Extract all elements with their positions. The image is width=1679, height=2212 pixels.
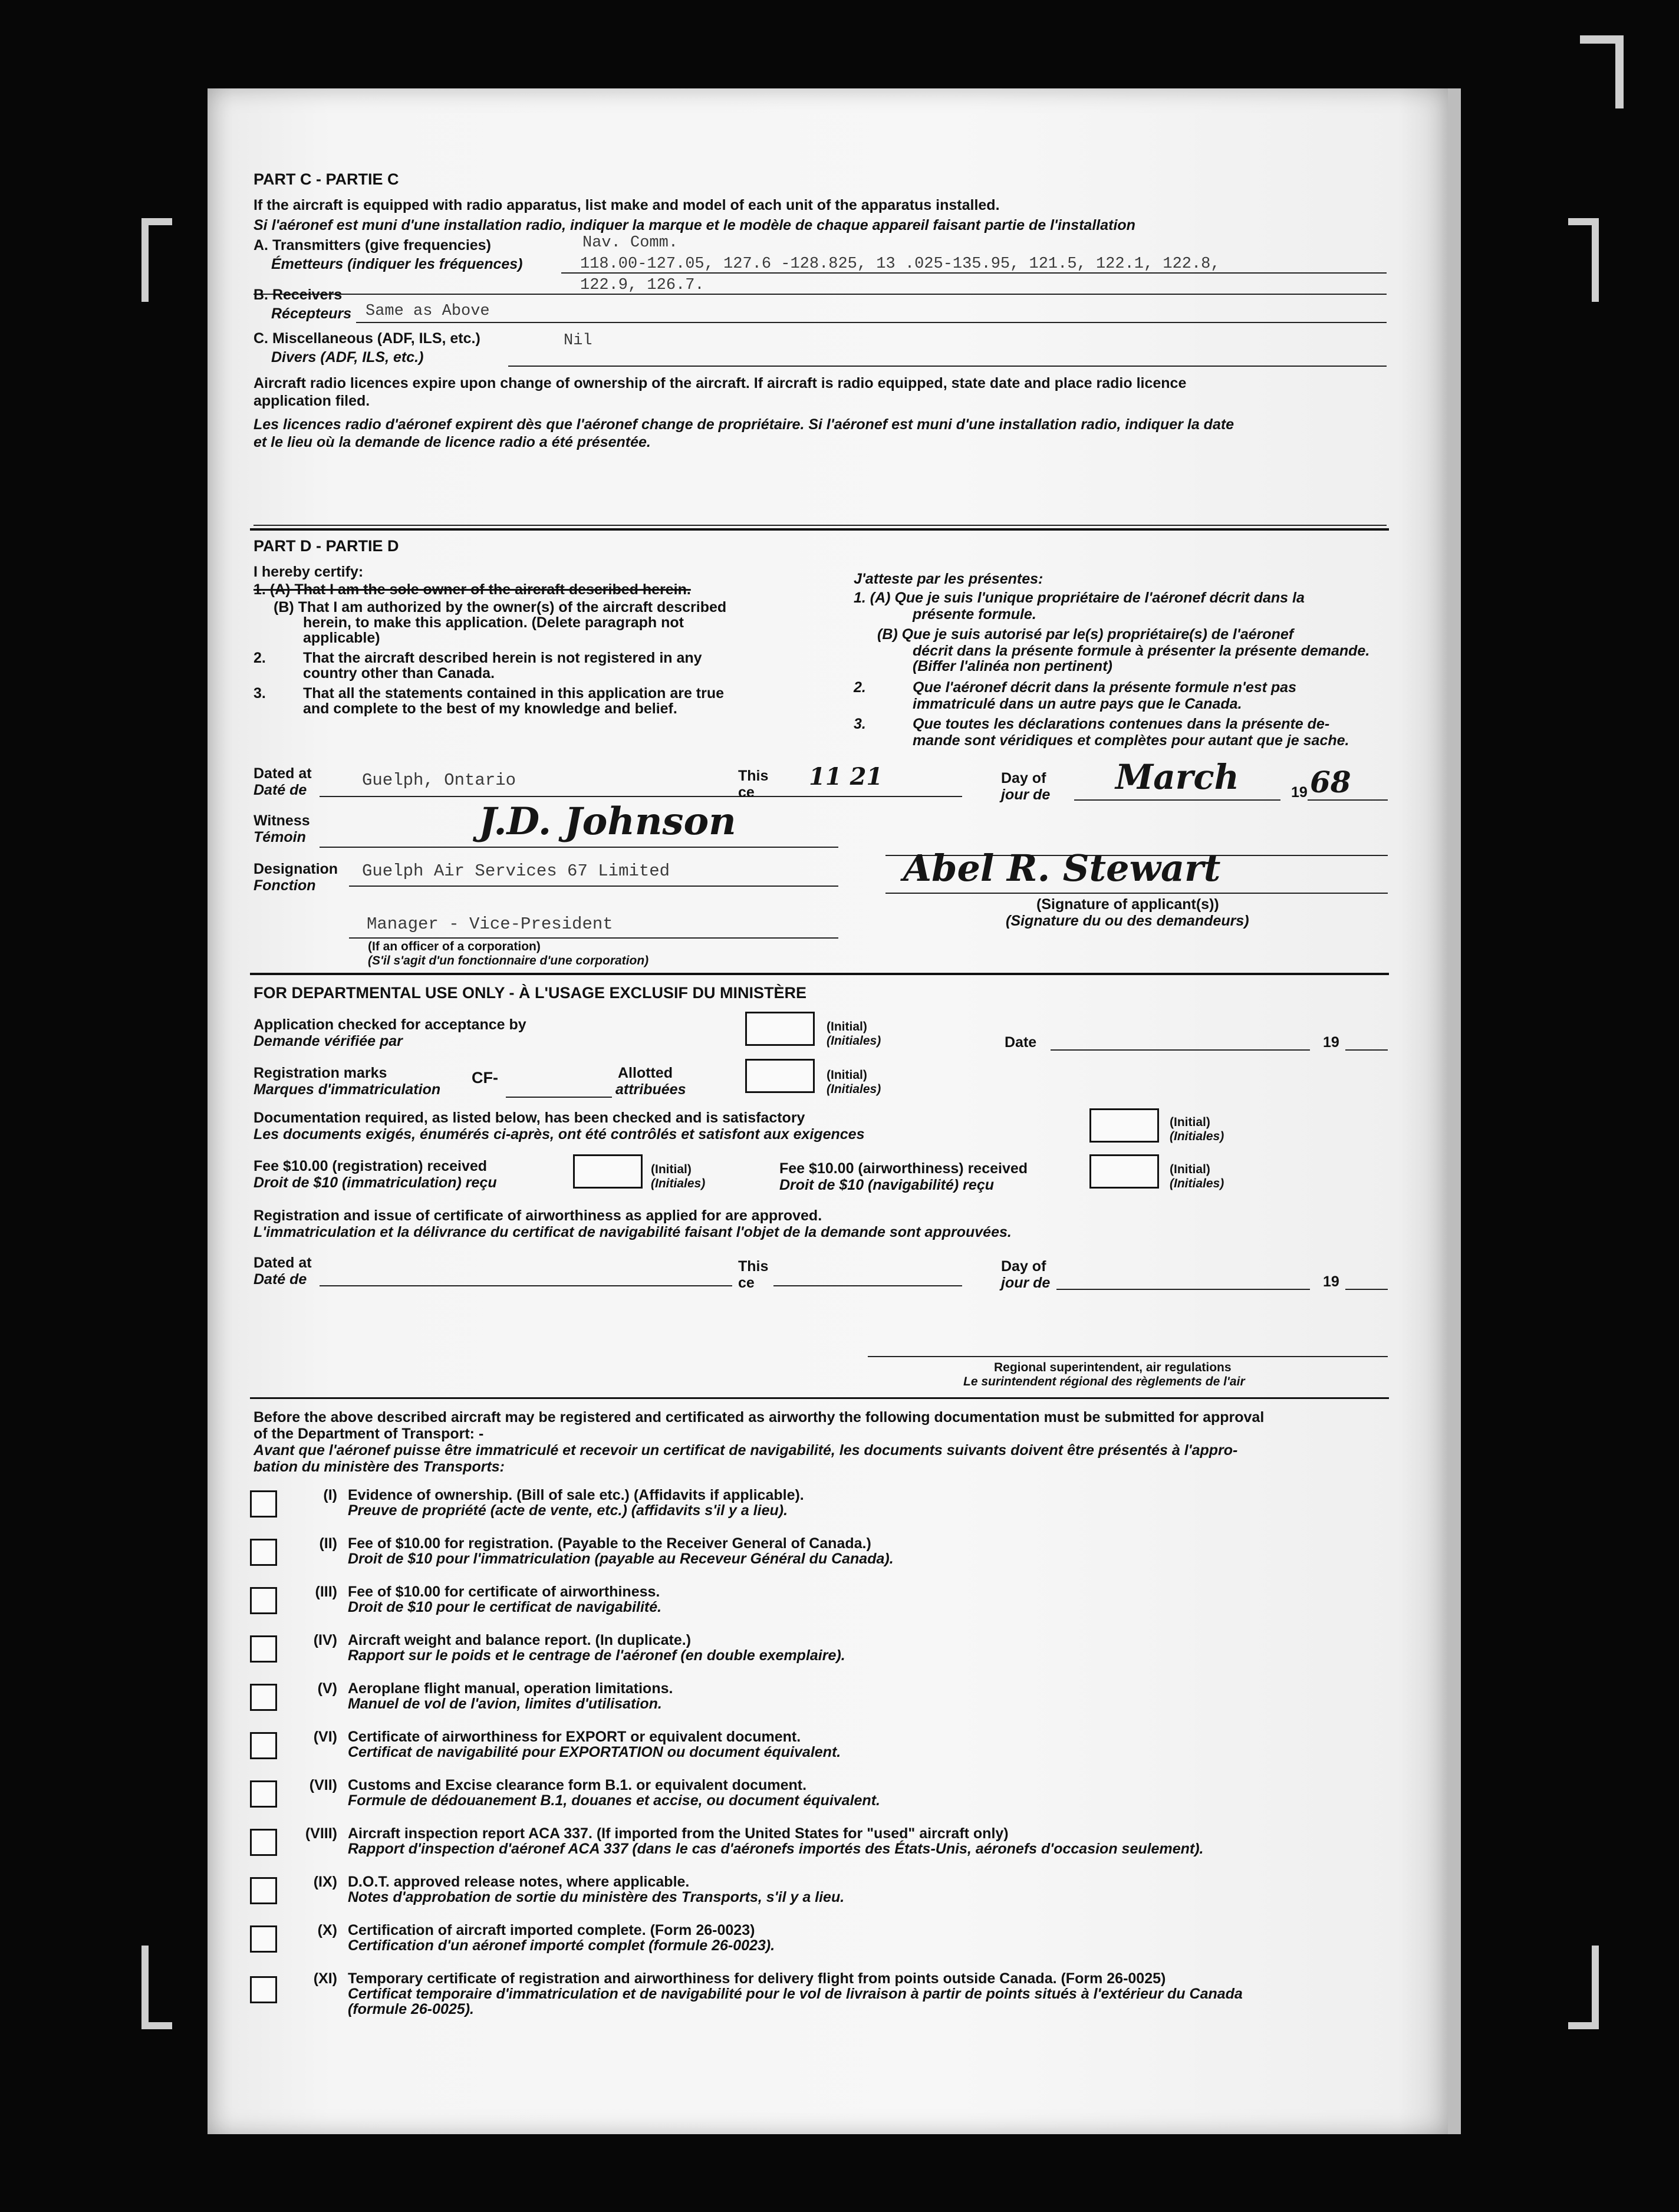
requirement-text-fr: Droit de $10 pour le certificat de navigabilité. xyxy=(348,1599,662,1615)
requirement-number: (III) xyxy=(315,1584,337,1600)
certify-en: I hereby certify: xyxy=(254,564,364,580)
dated-place-value: Guelph, Ontario xyxy=(362,771,516,790)
requirement-checkbox[interactable] xyxy=(250,1877,277,1904)
certify-en-2-1: That the aircraft described herein is not registered in any xyxy=(303,650,702,666)
applicant-signature: Abel R. Stewart xyxy=(903,847,1221,890)
day-underline xyxy=(773,796,962,797)
requirement-number: (VI) xyxy=(313,1729,337,1745)
day-of-en: Day of xyxy=(1001,770,1046,786)
transmitters-label-en: A. Transmitters (give frequencies) xyxy=(254,237,491,254)
requirement-text-fr: Rapport sur le poids et le centrage de l'aéronef (en double exemplaire). xyxy=(348,1647,845,1664)
witness-fr: Témoin xyxy=(254,829,306,845)
dept-month-underline[interactable] xyxy=(1056,1289,1310,1290)
requirement-number: (IV) xyxy=(313,1632,337,1648)
checked-date-label: Date xyxy=(1005,1034,1037,1051)
requirement-text-en: Aircraft inspection report ACA 337. (If imported from the United States for "used" aircraft only) xyxy=(348,1825,1009,1842)
part-c-intro-en: If the aircraft is equipped with radio apparatus, list make and model of each unit of the apparatus installed. xyxy=(254,197,1000,213)
fee-reg-en: Fee $10.00 (registration) received xyxy=(254,1158,488,1174)
licence-note-en-2: application filed. xyxy=(254,393,370,409)
designation-value: Guelph Air Services 67 Limited xyxy=(362,861,670,881)
requirement-checkbox[interactable] xyxy=(250,1635,277,1663)
certify-fr-3-2: mande sont véridiques et complètes pour autant que je sache. xyxy=(913,732,1349,749)
film-frame-corner-top-right xyxy=(1580,35,1624,108)
certify-en-1b-2: herein, to make this application. (Delete paragraph not xyxy=(303,614,684,631)
requirement-text-en: Temporary certificate of registration and airworthiness for delivery flight from points outside Canada. (Form 26-0025) xyxy=(348,1970,1166,1987)
licence-note-fr-1: Les licences radio d'aéronef expirent dès que l'aéronef change de propriétaire. Si l'aéronef est muni d'une installation radio, indiquer la date xyxy=(254,416,1234,433)
fee-reg-initial-box[interactable] xyxy=(573,1154,643,1189)
docs-checked-fr: Les documents exigés, énumérés ci-après, ont été contrôlés et satisfont aux exigences xyxy=(254,1126,865,1143)
requirement-text-en: Aeroplane flight manual, operation limitations. xyxy=(348,1680,673,1697)
certify-en-1b-1: (B) That I am authorized by the owner(s) of the aircraft described xyxy=(274,599,727,615)
transmitters-value-line2: 118.00-127.05, 127.6 -128.825, 13 .025-135.95, 121.5, 122.1, 122.8, xyxy=(580,255,1220,273)
witness-signature: J.D. Johnson xyxy=(479,799,736,844)
this-en: This xyxy=(738,768,769,784)
checked-year-prefix: 19 xyxy=(1323,1034,1339,1051)
requirement-checkbox[interactable] xyxy=(250,1684,277,1711)
signature-caption-en: (Signature of applicant(s)) xyxy=(1036,896,1219,913)
certify-fr-1b-2: décrit dans la présente formule à présenter la présente demande. xyxy=(913,643,1370,659)
film-frame-mark-bottom-left xyxy=(141,1946,172,2029)
checked-fr: Demande vérifiée par xyxy=(254,1033,403,1049)
transmitters-label-fr: Émetteurs (indiquer les fréquences) xyxy=(271,256,523,272)
receivers-label-en: B. Receivers xyxy=(254,287,343,303)
dated-at-en: Dated at xyxy=(254,765,312,782)
certify-fr-2-2: immatriculé dans un autre pays que le Canada. xyxy=(913,696,1242,712)
checked-en: Application checked for acceptance by xyxy=(254,1016,526,1033)
reg-marks-underline[interactable] xyxy=(506,1097,612,1098)
certify-en-1b-3: applicable) xyxy=(303,630,380,646)
film-frame-mark-right xyxy=(1568,218,1599,302)
dept-this-en: This xyxy=(738,1258,769,1275)
officer-note-en: (If an officer of a corporation) xyxy=(368,940,541,953)
receivers-value: Same as Above xyxy=(366,302,490,320)
licence-answer-line xyxy=(254,525,1387,526)
dept-rule xyxy=(250,973,1389,975)
receivers-label-fr: Récepteurs xyxy=(271,305,352,322)
superintendent-en: Regional superintendent, air regulations xyxy=(994,1361,1232,1374)
requirement-text-en: Aircraft weight and balance report. (In duplicate.) xyxy=(348,1632,692,1648)
approved-fr: L'immatriculation et la délivrance du certificat de navigabilité faisant l'objet de la demande sont approuvées. xyxy=(254,1224,1012,1240)
requirement-text-fr: Certificat temporaire d'immatriculation et de navigabilité pour le vol de livraison à partir de points situés à l'extérieur du Canada xyxy=(348,1986,1243,2002)
witness-en: Witness xyxy=(254,812,310,829)
fee-reg-fr: Droit de $10 (immatriculation) reçu xyxy=(254,1174,497,1191)
part-d-rule xyxy=(250,528,1389,531)
req-intro-en-1: Before the above described aircraft may be registered and certificated as airworthy the following documentation must be submitted for approval xyxy=(254,1409,1265,1426)
requirement-checkbox[interactable] xyxy=(250,1976,277,2003)
requirement-number: (VII) xyxy=(309,1777,337,1793)
requirement-text-fr: Droit de $10 pour l'immatriculation (payable au Receveur Général du Canada). xyxy=(348,1551,894,1567)
form-sheet xyxy=(208,88,1448,2134)
fee-reg-initial-fr: (Initiales) xyxy=(651,1177,706,1190)
requirement-number: (XI) xyxy=(313,1970,337,1987)
dept-dated-at-en: Dated at xyxy=(254,1255,312,1271)
dept-heading: FOR DEPARTMENTAL USE ONLY - À L'USAGE EXCLUSIF DU MINISTÈRE xyxy=(254,984,806,1002)
year-underline xyxy=(1308,799,1388,801)
certify-en-2-num: 2. xyxy=(254,650,266,666)
misc-label-fr: Divers (ADF, ILS, etc.) xyxy=(271,349,424,366)
requirement-text-en: D.O.T. approved release notes, where applicable. xyxy=(348,1874,690,1890)
part-c-heading: PART C - PARTIE C xyxy=(254,170,399,188)
reg-marks-en: Registration marks xyxy=(254,1065,387,1081)
requirement-text-en: Customs and Excise clearance form B.1. or equivalent document. xyxy=(348,1777,807,1793)
film-frame-mark-bottom-right xyxy=(1568,1946,1599,2029)
docs-initial-box[interactable] xyxy=(1089,1108,1159,1143)
part-c-intro-fr: Si l'aéronef est muni d'une installation radio, indiquer la marque et le modèle de chaque appareil faisant partie de l'installation xyxy=(254,217,1135,233)
part-d-heading: PART D - PARTIE D xyxy=(254,537,399,555)
sheet-edge xyxy=(1448,88,1461,2134)
designation-fr: Fonction xyxy=(254,877,316,894)
designation-underline xyxy=(349,886,838,887)
day-value: 11 21 xyxy=(809,763,883,791)
month-value: March xyxy=(1115,757,1239,797)
applicant-signature-underline xyxy=(885,893,1388,894)
superintendent-signature-line[interactable] xyxy=(868,1356,1388,1357)
certify-en-1a: 1. (A) That I am the sole owner of the aircraft described herein. xyxy=(254,581,691,598)
year-value: 68 xyxy=(1310,765,1351,799)
month-underline xyxy=(1074,799,1280,801)
docs-initial-fr: (Initiales) xyxy=(1170,1130,1224,1143)
dated-at-fr: Daté de xyxy=(254,782,307,798)
requirement-text-fr: Certification d'un aéronef importé complet (formule 26-0023). xyxy=(348,1937,775,1954)
requirement-text-en: Certificate of airworthiness for EXPORT or equivalent document. xyxy=(348,1729,801,1745)
requirement-number: (IX) xyxy=(313,1874,337,1890)
fee-reg-initial-en: (Initial) xyxy=(651,1163,692,1176)
requirement-number: (VIII) xyxy=(305,1825,337,1842)
requirement-text-fr-cont: (formule 26-0025). xyxy=(348,2001,474,2017)
checked-initial-fr: (Initiales) xyxy=(827,1034,881,1048)
req-intro-fr-2: bation du ministère des Transports: xyxy=(254,1459,505,1475)
misc-value: Nil xyxy=(564,332,592,350)
misc-label-en: C. Miscellaneous (ADF, ILS, etc.) xyxy=(254,330,480,347)
transmitters-value-line1: Nav. Comm. xyxy=(582,234,679,252)
requirement-text-en: Fee of $10.00 for registration. (Payable to the Receiver General of Canada.) xyxy=(348,1535,871,1552)
receivers-underline xyxy=(356,322,1387,323)
certify-fr-1b-1: (B) Que je suis autorisé par le(s) propriétaire(s) de l'aéronef xyxy=(877,626,1294,643)
film-frame-mark-left xyxy=(141,218,172,302)
requirement-text-fr: Notes d'approbation de sortie du ministère des Transports, s'il y a lieu. xyxy=(348,1889,845,1905)
requirement-checkbox[interactable] xyxy=(250,1732,277,1759)
certify-en-3-1: That all the statements contained in this application are true xyxy=(303,685,725,702)
certify-fr-1a-2: présente formule. xyxy=(913,606,1036,623)
reg-initial-fr: (Initiales) xyxy=(827,1082,881,1096)
requirement-checkbox[interactable] xyxy=(250,1925,277,1953)
certify-en-3-2: and complete to the best of my knowledge and belief. xyxy=(303,700,677,717)
requirement-checkbox[interactable] xyxy=(250,1587,277,1614)
requirement-number: (I) xyxy=(323,1487,337,1503)
licence-note-fr-2: et le lieu où la demande de licence radio a été présentée. xyxy=(254,434,651,450)
year-prefix: 19 xyxy=(1291,784,1308,801)
requirement-checkbox[interactable] xyxy=(250,1539,277,1566)
requirement-number: (V) xyxy=(317,1680,337,1697)
certify-fr: J'atteste par les présentes: xyxy=(854,571,1043,587)
fee-air-fr: Droit de $10 (navigabilité) reçu xyxy=(779,1177,994,1193)
certify-en-2-2: country other than Canada. xyxy=(303,665,495,682)
day-of-fr: jour de xyxy=(1001,786,1051,803)
transmitters-value-line3: 122.9, 126.7. xyxy=(580,276,704,294)
dept-year-prefix: 19 xyxy=(1323,1273,1339,1290)
dept-dated-at-underline[interactable] xyxy=(320,1285,732,1286)
fee-air-initial-box[interactable] xyxy=(1089,1154,1159,1189)
requirement-number: (II) xyxy=(319,1535,337,1552)
dept-day-of-en: Day of xyxy=(1001,1258,1046,1275)
certify-fr-2-num: 2. xyxy=(854,679,866,696)
certify-fr-1b-3: (Biffer l'alinéa non pertinent) xyxy=(913,658,1112,674)
requirement-text-fr: Preuve de propriété (acte de vente, etc.) (affidavits s'il y a lieu). xyxy=(348,1502,788,1519)
title-underline xyxy=(349,937,838,939)
certify-fr-3-num: 3. xyxy=(854,716,866,732)
dated-at-underline xyxy=(320,796,791,797)
dept-this-fr: ce xyxy=(738,1275,755,1291)
checked-initial-box[interactable] xyxy=(745,1012,815,1046)
certify-fr-2-1: Que l'aéronef décrit dans la présente formule n'est pas xyxy=(913,679,1296,696)
requirements-rule xyxy=(250,1397,1389,1399)
requirement-text-fr: Manuel de vol de l'avion, limites d'utilisation. xyxy=(348,1696,662,1712)
fee-air-en: Fee $10.00 (airworthiness) received xyxy=(779,1160,1028,1177)
officer-note-fr: (S'il s'agit d'un fonctionnaire d'une corporation) xyxy=(368,954,649,967)
requirement-text-en: Certification of aircraft imported complete. (Form 26-0023) xyxy=(348,1922,755,1938)
title-value: Manager - Vice-President xyxy=(367,914,613,934)
docs-initial-en: (Initial) xyxy=(1170,1115,1210,1129)
dept-year-underline[interactable] xyxy=(1345,1289,1388,1290)
misc-underline xyxy=(508,366,1387,367)
checked-date-underline[interactable] xyxy=(1051,1049,1310,1051)
approved-en: Registration and issue of certificate of airworthiness as applied for are approved. xyxy=(254,1207,822,1224)
transmitters-underline-1 xyxy=(561,272,1387,274)
requirement-checkbox[interactable] xyxy=(250,1490,277,1518)
reg-cf-prefix: CF- xyxy=(472,1069,498,1087)
dept-dated-at-fr: Daté de xyxy=(254,1271,307,1288)
requirement-number: (X) xyxy=(317,1922,337,1938)
dept-day-of-fr: jour de xyxy=(1001,1275,1051,1291)
superintendent-fr: Le surintendent régional des règlements de l'air xyxy=(963,1375,1245,1388)
docs-checked-en: Documentation required, as listed below, has been checked and is satisfactory xyxy=(254,1110,805,1126)
req-intro-fr-1: Avant que l'aéronef puisse être immatriculé et recevoir un certificat de navigabilité, les documents suivants doivent être présentés à l'appro- xyxy=(254,1442,1238,1459)
certify-fr-1a-1: 1. (A) Que je suis l'unique propriétaire de l'aéronef décrit dans la xyxy=(854,590,1305,606)
reg-marks-initial-box[interactable] xyxy=(745,1059,815,1093)
reg-marks-fr: Marques d'immatriculation xyxy=(254,1081,441,1098)
checked-initial-en: (Initial) xyxy=(827,1020,867,1033)
allotted-en: Allotted xyxy=(618,1065,673,1081)
allotted-fr: attribuées xyxy=(615,1081,686,1098)
req-intro-en-2: of the Department of Transport: - xyxy=(254,1426,484,1442)
dept-day-underline[interactable] xyxy=(773,1285,962,1286)
fee-air-initial-en: (Initial) xyxy=(1170,1163,1210,1176)
this-fr: ce xyxy=(738,784,755,801)
requirement-text-fr: Rapport d'inspection d'aéronef ACA 337 (dans le cas d'aéronefs importés des États-Unis, aéronefs d'occasion seulement). xyxy=(348,1841,1204,1857)
requirement-checkbox[interactable] xyxy=(250,1829,277,1856)
certify-en-3-num: 3. xyxy=(254,685,266,702)
requirement-checkbox[interactable] xyxy=(250,1780,277,1808)
requirement-text-fr: Formule de dédouanement B.1, douanes et accise, ou document équivalent. xyxy=(348,1792,880,1809)
certify-fr-3-1: Que toutes les déclarations contenues dans la présente de- xyxy=(913,716,1330,732)
requirement-text-fr: Certificat de navigabilité pour EXPORTATION ou document équivalent. xyxy=(348,1744,841,1760)
requirement-text-en: Fee of $10.00 for certificate of airworthiness. xyxy=(348,1584,660,1600)
signature-caption-fr: (Signature du ou des demandeurs) xyxy=(1006,913,1249,929)
licence-note-en-1: Aircraft radio licences expire upon change of ownership of the aircraft. If aircraft is radio equipped, state date and place radio licence xyxy=(254,375,1187,391)
transmitters-underline-2 xyxy=(254,294,1387,295)
checked-year-underline[interactable] xyxy=(1345,1049,1388,1051)
fee-air-initial-fr: (Initiales) xyxy=(1170,1177,1224,1190)
reg-initial-en: (Initial) xyxy=(827,1068,867,1082)
witness-underline xyxy=(320,847,838,848)
designation-en: Designation xyxy=(254,861,338,877)
requirement-text-en: Evidence of ownership. (Bill of sale etc.) (Affidavits if applicable). xyxy=(348,1487,804,1503)
